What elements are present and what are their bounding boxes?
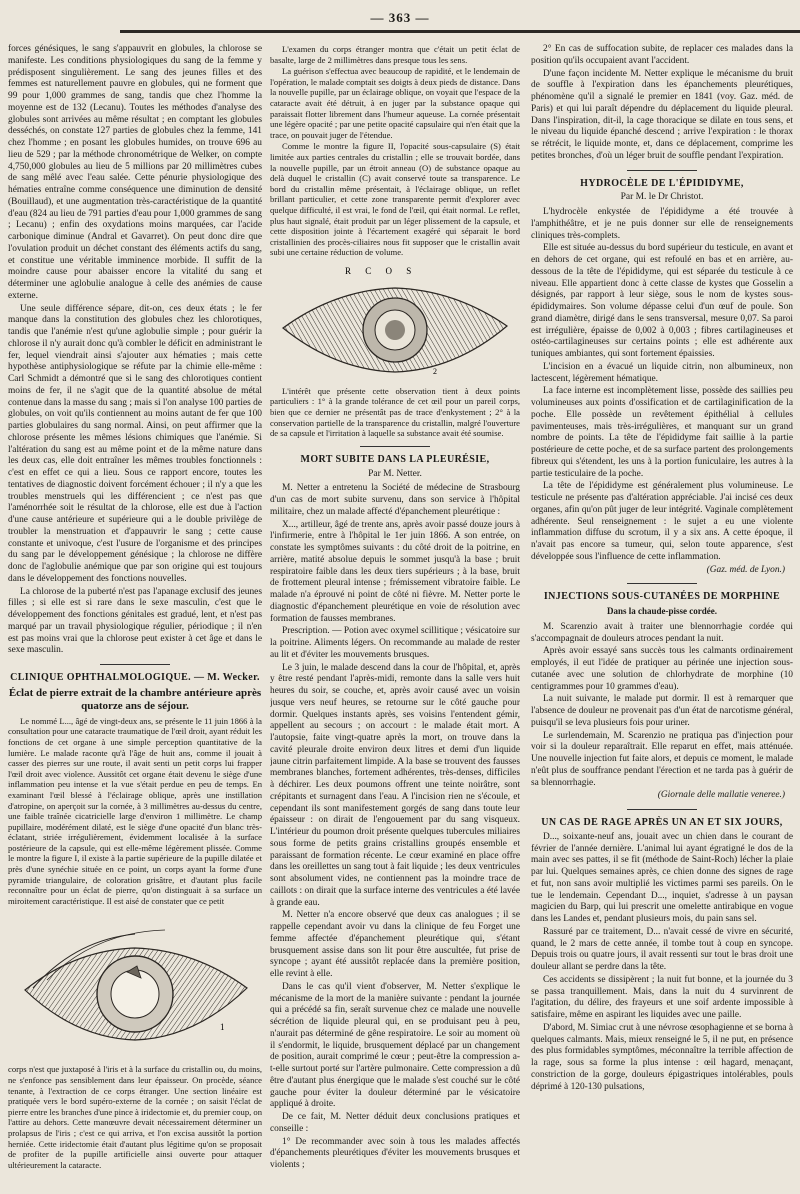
section-heading: CLINIQUE OPHTHALMOLOGIQUE. — M. Wecker.: [10, 672, 260, 683]
paragraph: 2° En cas de suffocation subite, de replacer ces malades dans la position qu'ils occupaient avant l'accident.: [531, 44, 793, 66]
eye-figure-1-icon: [15, 910, 255, 1060]
paragraph: M. Netter n'a encore observé que deux cas analogues ; il se rappelle cependant avoir vu dans la clinique de feu Forget une femme affectée d'épanchement pleurétique qui, s'étant brusquement assise dans son lit pour être auscultée, fut prise de syncope ; ayant été aussitôt replacée dans la première position, elle revint à elle.: [270, 910, 520, 980]
paragraph: L'hydrocèle enkystée de l'épididyme a été trouvée à l'amphithéâtre, et je ne puis donner sur elle de renseignements cliniques très-complets.: [531, 207, 793, 241]
article-subtitle: Dans la chaude-pisse cordée.: [607, 606, 717, 616]
divider: [100, 664, 170, 665]
paragraph: L'incision en a évacué un liquide citrin, non albumineux, non lactescent, légèrement hématique.: [531, 361, 793, 384]
article-title: HYDROCÈLE DE L'ÉPIDIDYME,: [580, 177, 744, 189]
divider: [360, 446, 430, 447]
paragraph: Elle est située au-dessus du bord supérieur du testicule, en avant et en dehors de cet organe, qui est refoulé en bas et en arrière, au-dessous de la tête de l'épididyme, qui est séparée du testicule à ce niveau. Elle appartient donc à cette classe de kystes que Gosselin a désignés, par rapport à leur siège, sous le nom de kystes sous-épididymaires. Son volume dépasse celui d'un œuf de poule. Son grand diamètre, dirigé dans le sens transversal, mesure 0,07. Sa paroi est irrégulière, épaisse de 0,002 à 0,003 ; fibres cartilagineuses et ostéo-cartilagineuses sur certains points ; elle est adhérente aux tuniques ambiantes, qui sont fortement épaissies.: [531, 243, 793, 359]
source-citation: (Gaz. méd. de Lyon.): [706, 564, 785, 575]
byline: Par M. Netter.: [368, 468, 422, 479]
page-number: — 363 —: [370, 10, 430, 25]
paragraph: La nuit suivante, le malade put dormir. Il est à remarquer que l'absence de douleur ne provenait pas d'un état de narcotisme général, puisqu'il se leva plusieurs fois pour uriner.: [531, 694, 793, 728]
paragraph: L'intérêt que présente cette observation tient à deux points particuliers : 1° à la grande tolérance de cet œil pour un pareil corps, bien que ce dernier ne présentât pas de trace d'enkystement ; 2° à la conservation partielle de la transparence du cristallin, malgré l'ouverture de sa capsule et l'irritation à laquelle sa substance avait été soumise.: [270, 385, 520, 439]
paragraph: La tête de l'épididyme est généralement plus volumineuse. Le testicule ne présente pas d'altération appréciable. J'ai incisé ces deux organes, afin qu'on pût juger de leur intégrité. Vaginale complètement adhérente. Seul renseignement : le sujet a eu une violente inflammation diffuse du scrotum, il y a six ans. A cette époque, il n'avait pas encore sa tumeur, qui, selon toute apparence, s'est développée sous l'influence de cette inflammation.: [531, 481, 793, 562]
paragraph: D'abord, M. Simiac crut à une névrose œsophagienne et se borna à quelques calmants. Mais, mieux renseigné le 5, il ne put, en présence des plus formidables symptômes, méconnaître la terrible affection de la rage, sous sa forme la plus intense : œil hagard, menaçant, constriction de la gorge, douleurs épigastriques intolérables, pouls déprimé à 120-130 pulsations,: [531, 1022, 793, 1092]
paragraph: Comme le montre la figure II, l'opacité sous-capsulaire (S) était limitée aux parties centrales du cristallin ; elle se trouvait bordée, dans la nouvelle pupille, par un étroit anneau (O) de substance opaque au delà duquel le cristallin (C) avait conservé toute sa transparence. Le bord du cristallin même présentait, à l'éclairage oblique, un reflet brillant particulier, et cette zone transparente permit d'explorer avec quelque difficulté, il est vrai, le fond de l'œil, qui était normal. Le reflet, plus haut signalé, était produit par un léger plissement de la capsule, et cette disposition jointe à l'écartement exagéré qui séparait le bord cristallinien des procès-ciliaires nous fit supposer que le cristallin avait subi une certaine réduction de volume.: [270, 141, 520, 258]
column-2: [270, 44, 520, 1189]
article-title: Éclat de pierre extrait de la chambre antérieure après quatorze ans de séjour.: [8, 686, 262, 712]
divider: [627, 809, 697, 810]
fig1-label: 1: [220, 1022, 225, 1033]
divider: [627, 170, 697, 171]
paragraph: Ces accidents se dissipèrent ; la nuit fut bonne, et la journée du 3 se passa tranquillement. Mais, dans la nuit du 4 survinrent de l'agitation, du délire, des frayeurs et une soif ardente impossible à satisfaire, même en aspirant les liquides avec une paille.: [531, 974, 793, 1020]
paragraph: L'examen du corps étranger montra que c'était un petit éclat de basalte, large de 2 millimètres dans presque tous les sens.: [270, 44, 520, 65]
paragraph: Dans le cas qu'il vient d'observer, M. Netter s'explique le mécanisme de la mort de la manière suivante : pendant la journée qui a précédé sa fin, seraît survenue chez ce malade une nouvelle sécrétion de liquide pleural qui, en se produisant peu à peu, n'aurait pas déterminé de gêne respiratoire. Le soir au moment où il s'endormit, le liquide, brusquement déplacé par un changement de position, aurait comprimé le cœur ; peut-être la compression a-t-elle surtout porté sur l'artère pulmonaire. Cette compression a dû être d'autant plus énergique que le malade s'est couché sur le côté gauche pour éviter la douleur déterminé par le vésicatoire appliqué à droite.: [270, 981, 520, 1110]
paragraph: Une seule différence sépare, dit-on, ces deux états ; le fer manque dans la constitution des globules chez les chlorotiques, tandis que l'anémie n'est qu'une aglobulie simple ; pour guérir la chlorose il n'y aurait donc qu'à combler le déficit en administrant le fer, lequel viendrait ainsi s'ajouter aux hématies ; mais cette hypothèse antiphysiologique se réfute par la chimie elle-même : Carl Schmidt a démontré que si le sang des chlorotiques contient moins de fer, il ne s'agit que de la quantité absolue de métal contenue dans la masse du sang ; mais si l'on analyse 100 parties de globules, on voit qu'ils contiennent au moins autant de fer que 100 parties globulaires du sang normal. Ainsi, on peut affirmer que la chlorose présente les mêmes lésions chimiques que l'anémie. Si l'altération du sang est au même point et de la même nature dans les deux cas, elle doit entraîner les mêmes troubles fonctionnels : c'est en effet ce qui a lieu. Sous ce rapport encore, toutes les tentatives de diagnostic doivent forcément échouer ; il n'y a que les troubles menstruels qui les différencient ; ce n'est pas que l'aménorrhée soit le résultat de la chlorose, elle est due à l'action d'une cause antérieure et supérieure qui a le double privilège de troubler la menstruation et d'appauvrir le sang ; cette cause constante et univoque, c'est l'usure de l'organisme et des principes du sang par le développement génésique ; la chlorose ne diffère donc de l'aglobulie anémique que par son origine qui est toujours dans le développement des fonctions nouvelles.: [8, 303, 262, 584]
paragraph: La guérison s'effectua avec beaucoup de rapidité, et le lendemain de l'opération, le malade comptait ses doigts à deux pieds de distance. Dans la nouvelle pupille, par un éclairage oblique, on voyait que l'espace de la cataracte avait été détruit, à en juger par la substance opaque qui paraissait flotter librement dans l'humeur aqueuse. La cornée présentait une légère opacité ; par une petite opacité capsulaire qui n'en était que la trace, on pouvait juger de l'étendue.: [270, 66, 520, 140]
article-title: INJECTIONS SOUS-CUTANÉES DE MORPHINE: [543, 591, 781, 603]
column-1: [8, 44, 262, 1189]
paragraph: M. Netter a entretenu la Société de médecine de Strasbourg d'un cas de mort subite survenu, dans son service à l'hôpital militaire, chez un malade affecté d'épanchement pleurétique :: [270, 483, 520, 517]
paragraph: Le surlendemain, M. Scarenzio ne pratiqua pas d'injection pour voir si la douleur reparaîtrait. Elle reparut en effet, mais atténuée. Une nouvelle injection fut faite alors, et depuis ce moment, le malade n'eût plus de souffrance pendant l'érection et ne tarda pas à guérir de sa blennorrhagie.: [531, 730, 793, 788]
paragraph: Le nommé L..., âgé de vingt-deux ans, se présente le 11 juin 1866 à la consultation pour une cataracte traumatique de l'œil droit, ayant réduit les fonctions de cet organe à une simple perception quantitative de la lumière. Le malade raconte qu'à l'âge de huit ans, comme il jouait à casser des pierres sur une route, il avait senti un petit corps lui frapper l'œil droit avec violence. Aussitôt cet organe était devenu le siège d'une inflammation peu intense et la vue s'était perdue en peu de temps. En examinant l'œil blessé à l'éclairage oblique, après une instillation d'atropine, on aperçoit sur la cornée, à 3 millimètres au-dessus du centre, une faible traînée cicatricielle large d'environ 1 millimètre. Le champ pupillaire, modérément dilaté, est le siège d'une opacité d'un blanc très-éclatant, striée irrégulièrement, évidemment localisée à la surface postérieure de la capsule, qui est elle-même légèrement plissée. Comme le montre la figure I, il existe à la partie supérieure de la pupille dilatée et près d'une synéchie située en ce point, un corps ayant la forme d'une pyramide triangulaire, de coloration grisâtre, et d'autant plus facile reconnaître pour un éclat de pierre, qu'on distinguait à sa surface un miroitement caractéristique. Il est aisé de constater que ce petit: [8, 715, 262, 906]
paragraph: corps n'est que juxtaposé à l'iris et à la surface du cristallin ou, du moins, ne s'enfonce pas sensiblement dans leur épaisseur. On procède, séance tenante, à l'extraction de ce corps étranger. Une section linéaire est pratiquée vers le bord supéro-externe de la cornée ; on saisit l'éclat de pierre entre les branches d'une pince à iridectomie et, du premier coup, on l'attire au dehors. Cette manœuvre devait nécessairement déterminer un prolapsus de l'iris ; c'est ce qui arriva, et l'on excisa aussitôt la portion herniée. Cette iridectomie était d'autant plus légitime qu'on se proposait de profiter de la pupille artificielle ainsi ouverte pour attaquer ultérieurement la cataracte.: [8, 1064, 262, 1170]
paragraph: La face interne est incomplètement lisse, possède des saillies peu volumineuses aux points d'ossification et de cartilaginification de la poche. Elle possède un revêtement épithélial à cellules pavimenteuses, mais très-irrégulières, et manquant sur un grand nombre de points. La tête de l'épididyme fait saillie à la partie postérieure de cette poche, et de sa surface partent des prolongements fibreux qui s'étendent, les uns à la portion funiculaire, les autres à la partie testiculaire de la poche.: [531, 386, 793, 479]
paragraph: La chlorose de la puberté n'est pas l'apanage exclusif des jeunes filles ; si elle est si rare dans le sexe masculin, c'est que le développement des fonctions génitales est gradué, lent, et n'est pas marqué par un travail physiologique régulier, périodique ; il n'en est pas moins vrai que la chlorose peut exister à cet âge et dans le sexe masculin.: [8, 586, 262, 656]
paragraph: 1° De recommander avec soin à tous les malades affectés d'épanchements pleurétiques d'éviter les mouvements brusques et violents ;: [270, 1136, 520, 1171]
paragraph: De ce fait, M. Netter déduit deux conclusions pratiques et conseille :: [270, 1112, 520, 1134]
fig2-letters: R C O S: [345, 265, 418, 276]
paragraph: D'une façon incidente M. Netter explique le mécanisme du bruit de souffle à l'expiration dans les épanchements pleurétiques, phénomène qu'il a signalé le premier en 1841 (voy. Gaz. méd. de Paris) et qui lui paraît dépendre du déplacement du liquide pleural. Dans l'inspiration, dit-il, la cage thoracique se dilate en tous sens, et le niveau du liquide épanché descend ; arrive l'expiration : le thorax se rétrécit, le liquide monte, et, dans ce déplacement, comprime les petites bronches, d'où un léger bruit de souffle pendant l'expiration.: [531, 68, 793, 161]
paragraph: M. Scarenzio avait à traiter une blennorrhagie cordée qui s'accompagnait de douleurs atroces pendant la nuit.: [531, 621, 793, 644]
fig2-label: 2: [433, 366, 437, 376]
paragraph: Rassuré par ce traitement, D... n'avait cessé de vivre en sécurité, quand, le 2 mars de cette année, il tombe tout à coup en syncope. Depuis trois ou quatre jours, il avait ressenti sur tout le bras droit une douleur allant se perdre dans la tête.: [531, 926, 793, 972]
source-citation: (Giornale delle mallatie veneree.): [657, 790, 785, 801]
paragraph: Après avoir essayé sans succès tous les calmants ordinairement employés, il eut l'idée de pratiquer au périnée une injection sous-cutanée avec une solution de chlorhydrate de morphine (10 centigrammes pour 10 grammes d'eau).: [531, 646, 793, 692]
paragraph: D..., soixante-neuf ans, jouait avec un chien dans le courant de février de l'année dernière. L'animal lui ayant égratigné le dos de la main avec ses pattes, il se fit (méthode de Saint-Roch) lécher la plaie par lui. Quelques semaines après, ce chien donne des signes de rage et fut, non sans avoir multiplié les victimes parmi ses pareils. On le tue le lendemain. Cependant D..., inquiet, s'adresse à un paysan magicien du Barp, qui lui prescrit une omelette antirabique en vogue dans les Landes et, pendant plusieurs mois, du pain sans sel.: [531, 831, 793, 924]
paragraph: X..., artilleur, âgé de trente ans, après avoir passé douze jours à l'infirmerie, entre à l'hôpital le 1er juin 1866. A son entrée, on constate les symptômes suivants : du côté droit de la poitrine, en arrière, matité absolue depuis le sommet jusqu'à la base ; bruit respiratoire faible dans les deux tiers supérieurs ; à la base, bruit de frottement pleural intense ; frémissement vibratoire faible. Le malade n'a éprouvé ni point de côté ni fièvre. M. Netter porte le diagnostic d'épanchement pleurétique en voie de résolution avec formation de fausses membranes.: [270, 519, 520, 624]
paragraph: forces génésiques, le sang s'appauvrit en globules, la chlorose se manifeste. Les conditions physiologiques du sang de la femme y prédisposent singulièrement. Le sang des jeunes filles et des femmes est naturellement pauvre en globules, qui ne forment que 99 pour 1,000 grammes de sang, tandis que chez l'homme la moyenne est de 132 (Lecanu). Toutes les méthodes d'analyse des globules sont arrivées au même résultat ; en comptant les globules desséchés, on constate 127 parties de globules chez la femme, 141 chez l'homme ; en posant les globules humides, on trouve 696 au lieu de 529 ; par la méthode chronométrique de Welker, on compte 4,750,000 globules au lieu de 5 millions par 20 millimètres cubes de sang mêlé avec l'eau salée. Cette pénurie physiologique des hématies entraîne comme conséquence une diminution de densité (Bouillaud), et une augmentation très-caractéristique de la quantité d'eau (824 au lieu de 791 parties d'eau pour 1,000 grammes de sang ; Lecanu) ; enfin des oxydations moins marquées, car l'acide carbonique diminue (Andral et Gavarret). On peut donc dire que l'ovulation produit un déchet constant des éléments actifs du sang, et constitue une véritable imminence morbide. Il suffit de la moindre cause pour abaisser encore la vitalité du sang et déterminer une aglobulie analogue à celle des anémies de cause externe.: [8, 44, 262, 301]
article-title: UN CAS DE RAGE APRÈS UN AN ET SIX JOURS,: [541, 817, 783, 828]
article-title: MORT SUBITE DANS LA PLEURÉSIE,: [300, 453, 490, 465]
paragraph: Le 3 juin, le malade descend dans la cour de l'hôpital, et, après y être resté pendant l'après-midi, remonte dans la salle vers huit heures du soir, se couche, et, après avoir causé avec un voisin jusque vers neuf heures, se retourne sur le côté gauche pour dormir. Quelques instants après, ses voisins l'entendent gémir, appellent au secours ; on accourt : le malade était mort. A l'autopsie, faite vingt-quatre après la mort, on trouve dans la cavité pleurale droite environ deux litres et demi d'un liquide jaune citrin parfaitement limpide. A la base se trouvent des fausses membranes blanches, fortement adhérentes, très-denses, difficiles à déchirer. Les deux poumons offrent une teinte noirâtre, sont crépitants et surnagent dans l'eau. A l'incision rien ne s'écoule, et cependant ils sont manifestement gorgés de sang dans toute leur épaisseur : on dirait de l'engouement par du sang visqueux. L'intérieur du poumon droit présente quelques tubercules miliaires sous forme de petits grains cristallins groupés ensemble et paraissant de formation récente. Le cœur examiné en place offre dans les oreillettes un sang tout à fait liquide ; les deux ventricules sont absolument vides, ne contiennent pas la moindre trace de caillots : on dirait que la surface interne des ventricules a été lavée à grande eau.: [270, 662, 520, 908]
divider: [627, 583, 697, 584]
paragraph: Prescription. — Potion avec oxymel scillitique ; vésicatoire sur la poitrine. Aliments légers. On recommande au malade de rester au lit et d'éviter les mouvements brusques.: [270, 626, 520, 660]
eye-figure-2-icon: [275, 262, 515, 382]
byline: Par M. le Dr Christot.: [620, 192, 704, 203]
column-3: [531, 44, 793, 1189]
header-rule: [120, 30, 800, 33]
page-header: [0, 6, 800, 36]
